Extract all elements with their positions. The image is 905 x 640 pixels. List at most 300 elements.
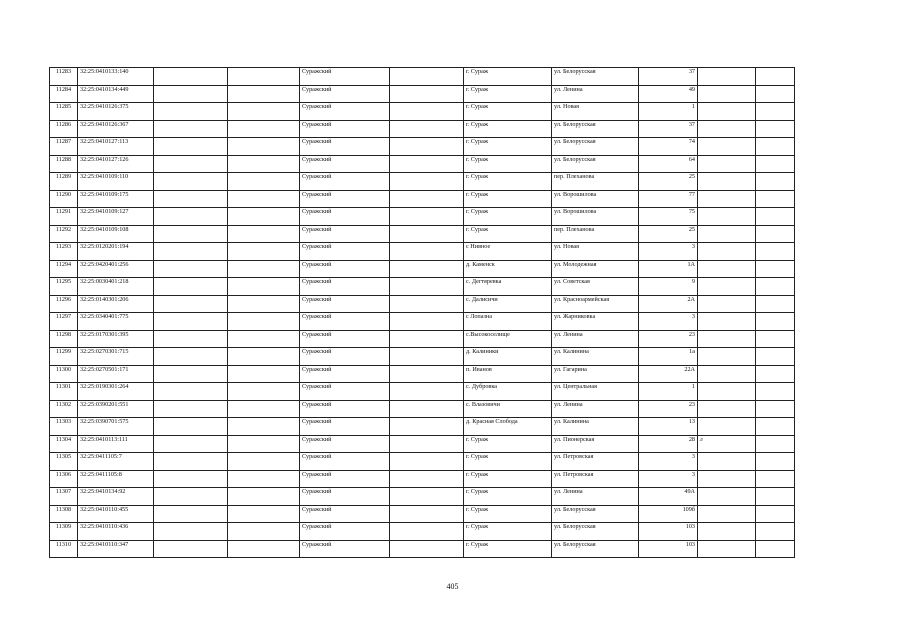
row-number-cell: 11304 (50, 435, 78, 453)
empty-cell (228, 488, 300, 506)
empty-cell (154, 225, 228, 243)
district-cell: Суражский (300, 488, 390, 506)
empty-cell (390, 295, 464, 313)
house-number-cell: 22А (639, 365, 698, 383)
settlement-cell: г. Сураж (464, 138, 552, 156)
district-cell: Суражский (300, 453, 390, 471)
settlement-cell: с Нивное (464, 243, 552, 261)
row-number-cell: 11298 (50, 330, 78, 348)
empty-cell (390, 470, 464, 488)
cadastral-number-cell: 32:25:0410127:113 (78, 138, 154, 156)
house-number-cell: 2А (639, 295, 698, 313)
empty-cell (154, 330, 228, 348)
settlement-cell: г. Сураж (464, 103, 552, 121)
table-row (50, 295, 795, 313)
table-row (50, 278, 795, 296)
empty-cell (154, 260, 228, 278)
empty-cell (390, 313, 464, 331)
table-row (50, 540, 795, 558)
row-number-cell: 11301 (50, 383, 78, 401)
district-cell: Суражский (300, 260, 390, 278)
table-row (50, 173, 795, 191)
street-cell: ул. Новая (552, 103, 639, 121)
empty-cell (228, 383, 300, 401)
mark-cell (698, 85, 756, 103)
empty-cell (756, 488, 795, 506)
cadastral-number-cell: 32:25:0411105:8 (78, 470, 154, 488)
mark-cell (698, 313, 756, 331)
table-row (50, 330, 795, 348)
street-cell: ул. Калинина (552, 418, 639, 436)
house-number-cell: 3 (639, 470, 698, 488)
cadastral-number-cell: 32:25:0030401:218 (78, 278, 154, 296)
empty-cell (154, 278, 228, 296)
house-number-cell: 64 (639, 155, 698, 173)
street-cell: ул. Белорусская (552, 155, 639, 173)
empty-cell (756, 225, 795, 243)
house-number-cell: 28 (639, 435, 698, 453)
row-number-cell: 11290 (50, 190, 78, 208)
cadastral-number-cell: 32:25:0410110:455 (78, 505, 154, 523)
table-row (50, 190, 795, 208)
empty-cell (390, 418, 464, 436)
table-row (50, 208, 795, 226)
table-row (50, 453, 795, 471)
row-number-cell: 11310 (50, 540, 78, 558)
settlement-cell: г. Сураж (464, 173, 552, 191)
district-cell: Суражский (300, 383, 390, 401)
house-number-cell: 13 (639, 418, 698, 436)
table-row (50, 523, 795, 541)
house-number-cell: 103 (639, 523, 698, 541)
empty-cell (228, 190, 300, 208)
empty-cell (228, 470, 300, 488)
cadastral-number-cell: 32:25:0410110:436 (78, 523, 154, 541)
row-number-cell: 11283 (50, 68, 78, 86)
street-cell: пер. Плеханова (552, 173, 639, 191)
district-cell: Суражский (300, 435, 390, 453)
house-number-cell: 25 (639, 225, 698, 243)
row-number-cell: 11300 (50, 365, 78, 383)
street-cell: ул. Ленина (552, 85, 639, 103)
empty-cell (390, 225, 464, 243)
settlement-cell: п. Иванов (464, 365, 552, 383)
empty-cell (756, 155, 795, 173)
district-cell: Суражский (300, 225, 390, 243)
empty-cell (390, 278, 464, 296)
empty-cell (154, 418, 228, 436)
empty-cell (390, 523, 464, 541)
row-number-cell: 11308 (50, 505, 78, 523)
row-number-cell: 11287 (50, 138, 78, 156)
settlement-cell: г. Сураж (464, 208, 552, 226)
row-number-cell: 11291 (50, 208, 78, 226)
table-row (50, 68, 795, 86)
street-cell: ул. Ворошилова (552, 190, 639, 208)
cadastral-number-cell: 32:25:0410113:111 (78, 435, 154, 453)
street-cell: ул. Ворошилова (552, 208, 639, 226)
empty-cell (154, 488, 228, 506)
empty-cell (756, 523, 795, 541)
empty-cell (154, 103, 228, 121)
cadastral-number-cell: 32:25:0410109:108 (78, 225, 154, 243)
empty-cell (228, 313, 300, 331)
mark-cell (698, 523, 756, 541)
house-number-cell: 23 (639, 330, 698, 348)
house-number-cell: 103 (639, 540, 698, 558)
empty-cell (228, 68, 300, 86)
street-cell: ул. Белорусская (552, 523, 639, 541)
settlement-cell: г. Сураж (464, 435, 552, 453)
district-cell: Суражский (300, 155, 390, 173)
row-number-cell: 11309 (50, 523, 78, 541)
table-row (50, 103, 795, 121)
cadastral-number-cell: 32:25:0390701:575 (78, 418, 154, 436)
district-cell: Суражский (300, 540, 390, 558)
street-cell: ул. Жарниковка (552, 313, 639, 331)
empty-cell (756, 260, 795, 278)
empty-cell (228, 243, 300, 261)
mark-cell (698, 190, 756, 208)
empty-cell (154, 470, 228, 488)
empty-cell (756, 208, 795, 226)
district-cell: Суражский (300, 418, 390, 436)
empty-cell (154, 68, 228, 86)
registry-rows (50, 68, 795, 558)
district-cell: Суражский (300, 208, 390, 226)
empty-cell (228, 540, 300, 558)
empty-cell (228, 400, 300, 418)
row-number-cell: 11303 (50, 418, 78, 436)
row-number-cell: 11306 (50, 470, 78, 488)
mark-cell (698, 418, 756, 436)
settlement-cell: г. Сураж (464, 540, 552, 558)
cadastral-number-cell: 32:25:0270501:171 (78, 365, 154, 383)
empty-cell (154, 173, 228, 191)
table-row (50, 348, 795, 366)
cadastral-number-cell: 32:25:0410134:92 (78, 488, 154, 506)
mark-cell (698, 173, 756, 191)
district-cell: Суражский (300, 190, 390, 208)
street-cell: ул. Ленина (552, 330, 639, 348)
house-number-cell: 77 (639, 190, 698, 208)
table-row (50, 313, 795, 331)
cadastral-number-cell: 32:25:0420401:256 (78, 260, 154, 278)
cadastral-number-cell: 32:25:0270301:715 (78, 348, 154, 366)
district-cell: Суражский (300, 365, 390, 383)
settlement-cell: с.Высокоселище (464, 330, 552, 348)
empty-cell (756, 313, 795, 331)
settlement-cell: с. Дубровка (464, 383, 552, 401)
empty-cell (756, 68, 795, 86)
street-cell: ул. Петровская (552, 453, 639, 471)
empty-cell (228, 295, 300, 313)
district-cell: Суражский (300, 470, 390, 488)
row-number-cell: 11296 (50, 295, 78, 313)
row-number-cell: 11289 (50, 173, 78, 191)
cadastral-number-cell: 32:25:0410109:127 (78, 208, 154, 226)
empty-cell (154, 138, 228, 156)
empty-cell (756, 295, 795, 313)
settlement-cell: г. Сураж (464, 190, 552, 208)
row-number-cell: 11295 (50, 278, 78, 296)
table-row (50, 400, 795, 418)
empty-cell (228, 278, 300, 296)
empty-cell (756, 103, 795, 121)
empty-cell (228, 260, 300, 278)
empty-cell (756, 190, 795, 208)
empty-cell (154, 400, 228, 418)
street-cell: ул. Советская (552, 278, 639, 296)
empty-cell (390, 540, 464, 558)
empty-cell (154, 313, 228, 331)
empty-cell (154, 120, 228, 138)
mark-cell (698, 120, 756, 138)
empty-cell (154, 348, 228, 366)
settlement-cell: д. Калиники (464, 348, 552, 366)
street-cell: ул. Белорусская (552, 138, 639, 156)
house-number-cell: 49 (639, 85, 698, 103)
empty-cell (228, 208, 300, 226)
mark-cell (698, 295, 756, 313)
mark-cell (698, 505, 756, 523)
settlement-cell: г. Сураж (464, 453, 552, 471)
empty-cell (154, 155, 228, 173)
district-cell: Суражский (300, 330, 390, 348)
house-number-cell: 1а (639, 348, 698, 366)
street-cell: ул. Белорусская (552, 120, 639, 138)
district-cell: Суражский (300, 295, 390, 313)
cadastral-number-cell: 32:25:0390201:551 (78, 400, 154, 418)
house-number-cell: 3 (639, 243, 698, 261)
empty-cell (228, 418, 300, 436)
cadastral-number-cell: 32:25:0410126:375 (78, 103, 154, 121)
house-number-cell: 37 (639, 68, 698, 86)
mark-cell (698, 348, 756, 366)
table-row (50, 155, 795, 173)
cadastral-number-cell: 32:25:0170301:395 (78, 330, 154, 348)
cadastral-number-cell: 32:25:0340401:775 (78, 313, 154, 331)
empty-cell (390, 348, 464, 366)
house-number-cell: 74 (639, 138, 698, 156)
district-cell: Суражский (300, 523, 390, 541)
district-cell: Суражский (300, 103, 390, 121)
row-number-cell: 11307 (50, 488, 78, 506)
row-number-cell: 11299 (50, 348, 78, 366)
empty-cell (228, 505, 300, 523)
street-cell: ул. Петровская (552, 470, 639, 488)
table-row (50, 488, 795, 506)
empty-cell (228, 85, 300, 103)
empty-cell (756, 383, 795, 401)
empty-cell (756, 278, 795, 296)
cadastral-number-cell: 32:25:0410127:126 (78, 155, 154, 173)
row-number-cell: 11305 (50, 453, 78, 471)
table-row (50, 138, 795, 156)
district-cell: Суражский (300, 120, 390, 138)
street-cell: ул. Гагарина (552, 365, 639, 383)
settlement-cell: с. Далисичи (464, 295, 552, 313)
empty-cell (228, 453, 300, 471)
street-cell: ул. Ленина (552, 488, 639, 506)
district-cell: Суражский (300, 348, 390, 366)
house-number-cell: 1 (639, 103, 698, 121)
empty-cell (228, 138, 300, 156)
street-cell: пер. Плеханова (552, 225, 639, 243)
street-cell: ул. Красноармейская (552, 295, 639, 313)
house-number-cell: 75 (639, 208, 698, 226)
empty-cell (756, 243, 795, 261)
street-cell: ул. Белорусская (552, 505, 639, 523)
mark-cell (698, 260, 756, 278)
settlement-cell: г. Сураж (464, 523, 552, 541)
empty-cell (756, 470, 795, 488)
cadastral-number-cell: 32:25:0411105:7 (78, 453, 154, 471)
table-row (50, 225, 795, 243)
empty-cell (228, 523, 300, 541)
district-cell: Суражский (300, 313, 390, 331)
house-number-cell: 3 (639, 453, 698, 471)
table-row (50, 365, 795, 383)
mark-cell (698, 155, 756, 173)
mark-cell (698, 330, 756, 348)
empty-cell (228, 155, 300, 173)
mark-cell (698, 488, 756, 506)
district-cell: Суражский (300, 85, 390, 103)
mark-cell (698, 138, 756, 156)
mark-cell (698, 540, 756, 558)
empty-cell (228, 103, 300, 121)
street-cell: ул. Калинина (552, 348, 639, 366)
empty-cell (390, 85, 464, 103)
empty-cell (390, 505, 464, 523)
table-row (50, 85, 795, 103)
mark-cell (698, 453, 756, 471)
empty-cell (756, 348, 795, 366)
table-row (50, 260, 795, 278)
empty-cell (154, 523, 228, 541)
settlement-cell: г. Сураж (464, 505, 552, 523)
empty-cell (154, 540, 228, 558)
empty-cell (154, 365, 228, 383)
empty-cell (228, 365, 300, 383)
cadastral-number-cell: 32:25:0410134:449 (78, 85, 154, 103)
district-cell: Суражский (300, 400, 390, 418)
street-cell: ул. Центральная (552, 383, 639, 401)
district-cell: Суражский (300, 505, 390, 523)
empty-cell (390, 435, 464, 453)
house-number-cell: 1 (639, 383, 698, 401)
mark-cell (698, 103, 756, 121)
house-number-cell: 9 (639, 278, 698, 296)
cadastral-number-cell: 32:25:0410109:175 (78, 190, 154, 208)
settlement-cell: г. Сураж (464, 488, 552, 506)
empty-cell (390, 68, 464, 86)
settlement-cell: д. Каменск (464, 260, 552, 278)
settlement-cell: с Лопазна (464, 313, 552, 331)
empty-cell (756, 173, 795, 191)
page-number: 405 (446, 582, 459, 591)
empty-cell (154, 208, 228, 226)
settlement-cell: г. Сураж (464, 470, 552, 488)
house-number-cell: 23 (639, 400, 698, 418)
street-cell: ул. Новая (552, 243, 639, 261)
empty-cell (390, 208, 464, 226)
cadastral-number-cell: 32:25:0410133:140 (78, 68, 154, 86)
mark-cell (698, 383, 756, 401)
empty-cell (756, 505, 795, 523)
house-number-cell: 1А (639, 260, 698, 278)
district-cell: Суражский (300, 173, 390, 191)
empty-cell (390, 243, 464, 261)
empty-cell (228, 435, 300, 453)
settlement-cell: с. Дегтяревка (464, 278, 552, 296)
row-number-cell: 11297 (50, 313, 78, 331)
table-row (50, 470, 795, 488)
empty-cell (154, 190, 228, 208)
cadastral-number-cell: 32:25:0140301:206 (78, 295, 154, 313)
mark-cell (698, 243, 756, 261)
empty-cell (154, 295, 228, 313)
empty-cell (154, 383, 228, 401)
house-number-cell: 25 (639, 173, 698, 191)
row-number-cell: 11292 (50, 225, 78, 243)
empty-cell (154, 505, 228, 523)
cadastral-number-cell: 32:25:0190301:264 (78, 383, 154, 401)
empty-cell (390, 138, 464, 156)
empty-cell (154, 453, 228, 471)
table-row (50, 120, 795, 138)
empty-cell (390, 453, 464, 471)
cadastral-number-cell: 32:25:0120201:194 (78, 243, 154, 261)
row-number-cell: 11286 (50, 120, 78, 138)
settlement-cell: г. Сураж (464, 85, 552, 103)
settlement-cell: с. Влазовичи (464, 400, 552, 418)
empty-cell (756, 85, 795, 103)
street-cell: ул. Молодежная (552, 260, 639, 278)
empty-cell (756, 138, 795, 156)
row-number-cell: 11294 (50, 260, 78, 278)
mark-cell (698, 225, 756, 243)
cadastral-number-cell: 32:25:0410110:347 (78, 540, 154, 558)
empty-cell (390, 330, 464, 348)
empty-cell (756, 120, 795, 138)
empty-cell (228, 225, 300, 243)
street-cell: ул. Белорусская (552, 540, 639, 558)
mark-cell: л (698, 435, 756, 453)
row-number-cell: 11302 (50, 400, 78, 418)
district-cell: Суражский (300, 138, 390, 156)
mark-cell (698, 400, 756, 418)
empty-cell (228, 348, 300, 366)
table-row (50, 505, 795, 523)
empty-cell (228, 173, 300, 191)
empty-cell (390, 383, 464, 401)
empty-cell (390, 103, 464, 121)
table-row (50, 418, 795, 436)
empty-cell (390, 400, 464, 418)
table-row (50, 383, 795, 401)
house-number-cell: 3 (639, 313, 698, 331)
district-cell: Суражский (300, 243, 390, 261)
settlement-cell: г. Сураж (464, 68, 552, 86)
house-number-cell: 49А (639, 488, 698, 506)
row-number-cell: 11293 (50, 243, 78, 261)
registry-table (49, 67, 795, 558)
settlement-cell: д. Красная Слобода (464, 418, 552, 436)
settlement-cell: г. Сураж (464, 225, 552, 243)
table-row (50, 435, 795, 453)
